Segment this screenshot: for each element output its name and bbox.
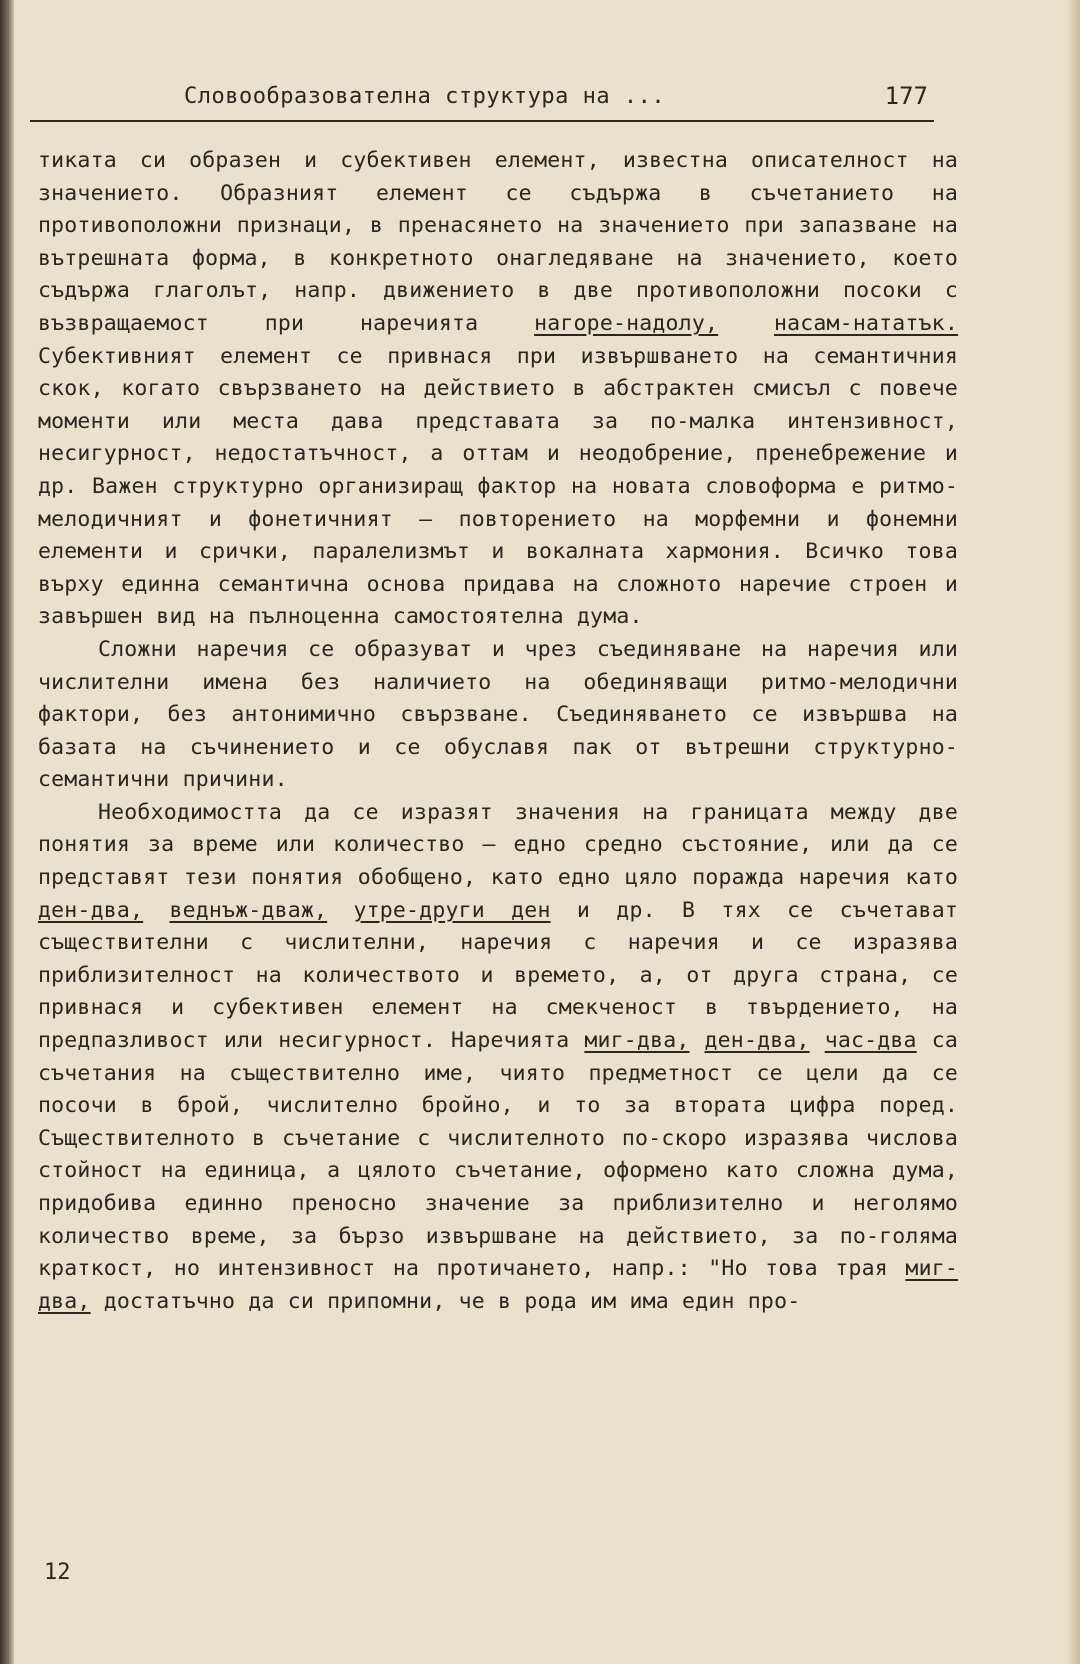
paragraph (38, 634, 958, 797)
running-header (30, 80, 934, 122)
underlined-term: ден-два, (38, 897, 144, 923)
underlined-term: нагоре-надолу, (534, 310, 719, 336)
text-run (327, 898, 353, 923)
text-run (143, 898, 169, 923)
book-spine-shadow (0, 0, 14, 1664)
page-edge (1066, 0, 1080, 1664)
underlined-term: миг-два, (584, 1028, 690, 1054)
underlined-term: миг-два, (38, 1256, 958, 1314)
underlined-term: утре-други ден (353, 897, 551, 923)
text-run: Необходимостта да се изразят значения на границата между две понятия за време или количество – едно средно състояние, или да се представят тези понятия обобщено, като едно цяло поражда наречия като (38, 799, 958, 891)
text-run: тиката си образен и субективен елемент, известна описателност на значението. Образният елемент се съдържа в съчетанието на противоположни признаци, в пренасянето на значението при запазване на вътрешната форма, в конкретното онагледяване на значението, което съдържа глаголът, напр. движението в две противоположни посоки с възвращаемост при наречията (38, 148, 958, 336)
text-run: и др. В тях се съчетават съществителни с числителни, наречия с наречия и се изразява приблизителност на количеството и времето, а, от друга страна, се привнася и субективен елемент на смекченост в твърдението, на предпазливост или несигурност. Наречията (38, 897, 958, 1054)
underlined-term: час-два (824, 1028, 917, 1054)
page-number-top: 177 (884, 82, 928, 110)
text-run: са съчетания на съществително име, чиято предметност се цели да се посочи в брой, числително бройно, и то за втората цифра поред. Съществителното в съчетание с числителното по-скоро изразява числова стойност на единица, а цялото съчетание, оформено като сложна дума, придобива единно преносно значение за приблизително и неголямо количество време, за бързо извършване на действието, за по-голяма краткост, но интензивност на протичането, напр.: "Но това трая (38, 1028, 958, 1282)
text-run (690, 1028, 705, 1053)
text-run (718, 311, 774, 336)
running-title: Словообразователна структура на ... (184, 84, 666, 109)
paragraph (38, 145, 958, 634)
text-run (810, 1028, 825, 1053)
underlined-term: веднъж-дваж, (169, 897, 328, 923)
text-run: Сложни наречия се образуват и чрез съединяване на наречия или числителни имена без наличието на обединяващи ритмо-мелодични фактори, без антонимично свързване. Съединяването се извършва на базата на съчинението и се обуславя пак от вътрешни структурно-семантични причини. (38, 636, 958, 793)
text-run: Субективният елемент се привнася при извършването на семантичния скок, когато свързването на действието в абстрактен смисъл с повече моменти или места дава представата за по-малка интензивност, несигурност, недостатъчност, а оттам и неодобрение, пренебрежение и др. Важен структурно организиращ фактор на новата словоформа е ритмо-мелодичният и фонетичният – повторението на морфемни и фонемни елементи и срички, паралелизмът и вокалната хармония. Всичко това върху единна семантична основа придава на сложното наречие строен и завършен вид на пълноценна самостоятелна дума. (38, 343, 958, 630)
page-number-bottom: 12 (44, 1560, 71, 1585)
body-text (38, 145, 958, 1318)
underlined-term: насам-нататък. (773, 310, 958, 336)
text-run: достатъчно да си припомни, че в рода им има един про- (90, 1288, 801, 1314)
underlined-term: ден-два, (704, 1028, 810, 1054)
paragraph (38, 797, 958, 1319)
